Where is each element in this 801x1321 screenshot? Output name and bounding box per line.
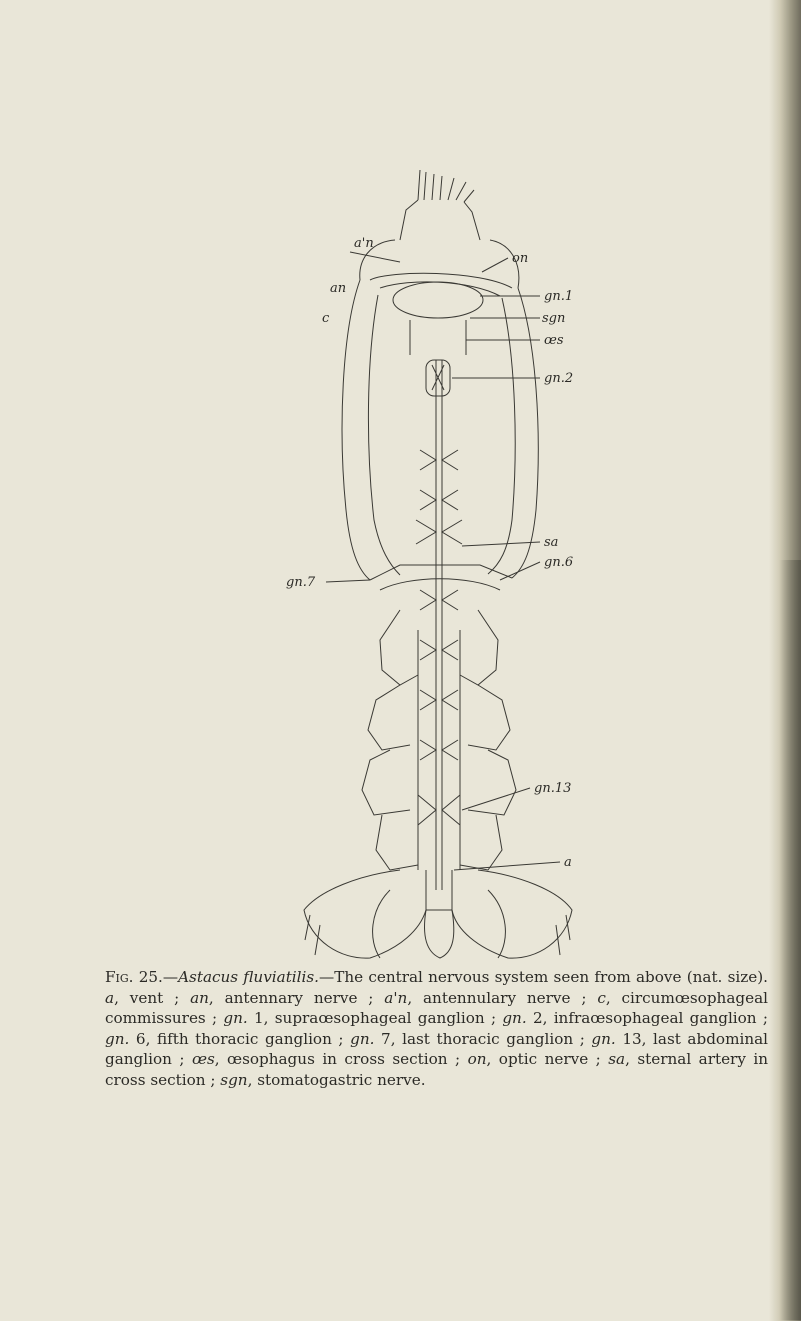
- label-c: c: [322, 311, 330, 326]
- species-name: Astacus fluviatilis.: [178, 968, 320, 986]
- key-gn7: gn.: [350, 1029, 375, 1048]
- desc-sgn: , stomatogastric nerve.: [247, 1070, 426, 1089]
- label-on: on: [512, 251, 529, 266]
- key-an: an: [190, 988, 209, 1007]
- page-gutter-shadow: [779, 560, 801, 1320]
- key-c: c: [597, 988, 606, 1007]
- desc-oes: , œsophagus in cross section ;: [214, 1050, 468, 1068]
- key-gn1: gn.: [223, 1009, 248, 1027]
- label-gn6: gn.6: [544, 555, 574, 570]
- label-gn7: gn.7: [286, 575, 316, 590]
- label-gn2: gn.2: [544, 371, 574, 386]
- desc-gn7: 7, last thoracic ganglion ;: [374, 1029, 592, 1048]
- desc-on: , optic nerve ;: [486, 1050, 609, 1068]
- label-sa: sa: [544, 535, 559, 550]
- label-gn1: gn.1: [544, 289, 574, 304]
- label-gn13: gn.13: [534, 781, 572, 796]
- key-gn13: gn.: [591, 1029, 616, 1048]
- key-oes: œs: [191, 1050, 215, 1068]
- label-a: a: [564, 855, 572, 870]
- desc-adn: , antennulary nerve ;: [407, 988, 598, 1007]
- desc-gn13: 13, last abdominal ganglion ;: [105, 1029, 769, 1068]
- label-an: an: [330, 281, 347, 296]
- caption-intro: —The central nervous system seen from above (nat. size).: [319, 968, 769, 986]
- key-adn: a'n: [384, 988, 408, 1007]
- desc-c: , circumœsophageal commissures ;: [105, 988, 768, 1027]
- label-adn: a'n: [354, 236, 374, 251]
- figure-caption: [105, 967, 768, 1090]
- key-sgn: sgn: [220, 1070, 248, 1089]
- desc-sa: , sternal artery in cross section ;: [105, 1050, 768, 1089]
- figure-number: Fig. 25.: [105, 968, 163, 986]
- desc-gn6: 6, fifth thoracic ganglion ;: [129, 1029, 351, 1048]
- desc-an: , antennary nerve ;: [208, 988, 385, 1007]
- label-oes: œs: [544, 333, 564, 348]
- key-gn6: gn.: [105, 1029, 130, 1048]
- desc-gn2: 2, infraœsophageal ganglion ;: [526, 1009, 768, 1027]
- key-a: a: [105, 988, 115, 1007]
- key-sa: sa: [608, 1050, 626, 1068]
- caption-dash: —: [162, 968, 179, 986]
- crayfish-nervous-system-drawing: [250, 170, 620, 960]
- desc-a: , vent ;: [114, 988, 191, 1007]
- desc-gn1: 1, supraœsophageal ganglion ;: [247, 1009, 503, 1027]
- key-gn2: gn.: [502, 1009, 527, 1027]
- key-on: on: [467, 1050, 487, 1068]
- label-sgn: sgn: [542, 311, 566, 326]
- nervous-system-illustration: [250, 170, 620, 960]
